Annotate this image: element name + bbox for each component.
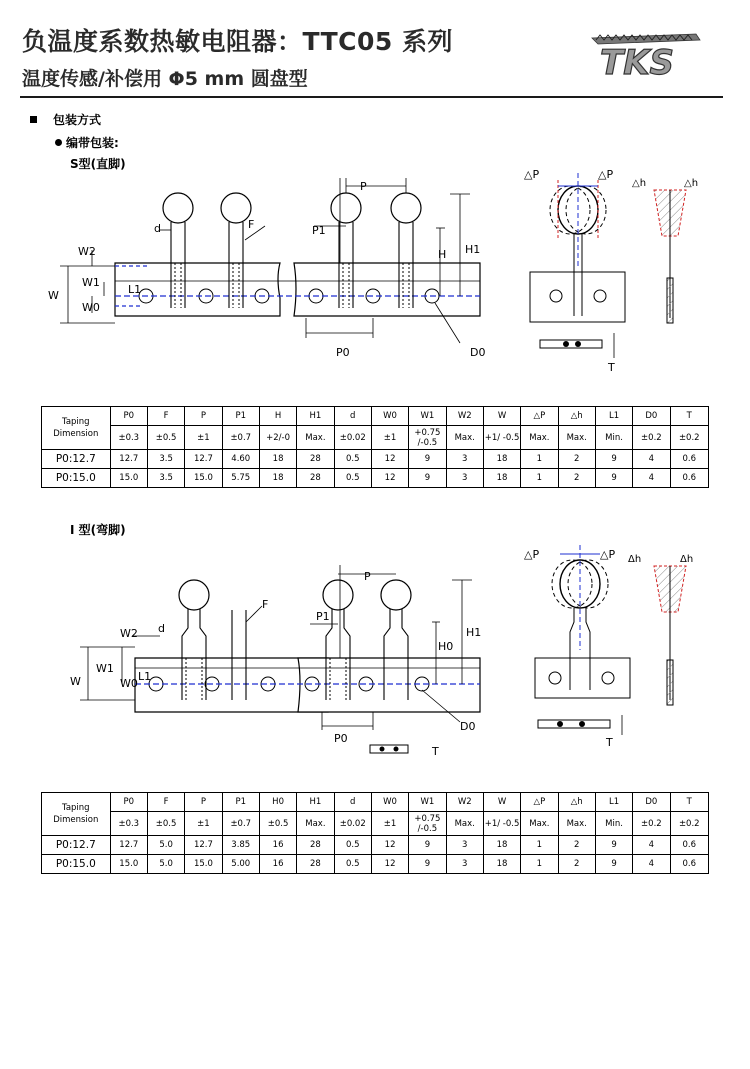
s-cell: 4: [633, 450, 670, 469]
i-cell: 3.85: [222, 836, 259, 855]
i-tol-cell: ±0.7: [222, 812, 259, 836]
s-p1-label: P1: [312, 224, 326, 237]
i-cell: 9: [409, 855, 446, 874]
s-tol-cell: Max.: [521, 426, 558, 450]
s-dp-right: △P: [598, 168, 614, 181]
s-tol-cell: ±0.7: [222, 426, 259, 450]
s-cell: 1: [521, 469, 558, 488]
i-cell: 12: [371, 836, 408, 855]
s-cell: 18: [483, 469, 520, 488]
i-type-diagram: [40, 540, 700, 765]
i-cell: 1: [521, 855, 558, 874]
s-cell: 4: [633, 469, 670, 488]
s-cell: 9: [595, 469, 632, 488]
s-cell: 0.6: [670, 469, 708, 488]
i-p1-label: P1: [316, 610, 330, 623]
i-col-header: P: [185, 793, 222, 812]
s-cell: 28: [297, 469, 334, 488]
i-p0-label: P0: [334, 732, 348, 745]
i-tol-cell: ±0.02: [334, 812, 371, 836]
s-cell: 9: [409, 469, 446, 488]
s-cell: 12.7: [110, 450, 147, 469]
i-col-header: W0: [371, 793, 408, 812]
s-tol-cell: +1/ -0.5: [483, 426, 520, 450]
s-cell: 4.60: [222, 450, 259, 469]
i-col-header: F: [147, 793, 184, 812]
i-tol-cell: ±0.2: [670, 812, 708, 836]
s-dh-left: △h: [632, 178, 647, 189]
packaging-heading: [30, 111, 101, 128]
s-cell: 3: [446, 469, 483, 488]
i-cell: 0.5: [334, 836, 371, 855]
i-cell: 9: [409, 836, 446, 855]
i-dh-right: Δh: [680, 554, 694, 565]
s-f-label: F: [248, 218, 255, 231]
s-cell: 1: [521, 450, 558, 469]
s-col-header: P0: [110, 407, 147, 426]
i-cell: 12.7: [110, 836, 147, 855]
i-tol-cell: ±0.5: [259, 812, 296, 836]
s-type-diagram: [40, 168, 700, 383]
i-table-label: Taping Dimension: [42, 793, 111, 836]
s-col-header: D0: [633, 407, 670, 426]
i-cell: 5.00: [222, 855, 259, 874]
i-col-header: W1: [409, 793, 446, 812]
i-cell: 12: [371, 855, 408, 874]
s-dp-left: △P: [524, 168, 540, 181]
i-tol-cell: Max.: [297, 812, 334, 836]
s-tol-cell: Max.: [297, 426, 334, 450]
s-col-header: L1: [595, 407, 632, 426]
s-t-label: T: [608, 361, 615, 374]
i-cell: 4: [633, 855, 670, 874]
s-tol-cell: ±0.3: [110, 426, 147, 450]
s-cell: 12.7: [185, 450, 222, 469]
i-cell: 0.6: [670, 836, 708, 855]
s-cell: 3.5: [147, 469, 184, 488]
i-type-table: [41, 792, 709, 874]
i-tol-cell: Max.: [521, 812, 558, 836]
s-tol-cell: +2/-0: [259, 426, 296, 450]
i-tol-cell: ±0.5: [147, 812, 184, 836]
i-dp-left: △P: [524, 548, 540, 561]
logo-lettering: TKS: [600, 43, 675, 80]
s-cell: 18: [483, 450, 520, 469]
s-cell: 2: [558, 469, 595, 488]
s-row-label: P0:12.7: [42, 450, 111, 469]
s-cell: 2: [558, 450, 595, 469]
i-cell: 18: [483, 855, 520, 874]
i-cell: 4: [633, 836, 670, 855]
s-cell: 0.5: [334, 450, 371, 469]
i-col-header: P0: [110, 793, 147, 812]
i-tol-cell: +1/ -0.5: [483, 812, 520, 836]
s-col-header: W: [483, 407, 520, 426]
i-tol-cell: ±0.2: [633, 812, 670, 836]
s-cell: 3: [446, 450, 483, 469]
s-cell: 3.5: [147, 450, 184, 469]
i-cell: 2: [558, 855, 595, 874]
s-w2-label: W2: [78, 245, 96, 258]
i-col-header: △P: [521, 793, 558, 812]
s-cell: 0.5: [334, 469, 371, 488]
s-h1-label: H1: [465, 243, 481, 256]
s-col-header: W2: [446, 407, 483, 426]
s-tol-cell: ±1: [371, 426, 408, 450]
s-tol-cell: Max.: [558, 426, 595, 450]
i-cell: 12.7: [185, 836, 222, 855]
s-col-header: △P: [521, 407, 558, 426]
i-cell: 2: [558, 836, 595, 855]
s-col-header: d: [334, 407, 371, 426]
i-col-header: △h: [558, 793, 595, 812]
i-cell: 0.6: [670, 855, 708, 874]
i-t-label: T: [606, 736, 613, 749]
s-col-header: H: [259, 407, 296, 426]
s-l1-label: L1: [128, 283, 142, 296]
s-w0-label: W0: [82, 301, 100, 314]
i-h1-label: H1: [466, 626, 482, 639]
i-col-header: W2: [446, 793, 483, 812]
i-cell: 9: [595, 855, 632, 874]
s-d0-label: D0: [470, 346, 486, 359]
s-tol-cell: ±1: [185, 426, 222, 450]
s-dh-right: △h: [684, 178, 699, 189]
table-row: [42, 836, 709, 855]
s-h-label: H: [438, 248, 447, 261]
s-cell: 18: [259, 450, 296, 469]
s-tol-cell: +0.75 /-0.5: [409, 426, 446, 450]
s-w-label: W: [48, 289, 59, 302]
table-row: [42, 450, 709, 469]
i-w0-label: W0: [120, 677, 138, 690]
table-row: [42, 855, 709, 874]
i-cell: 28: [297, 855, 334, 874]
s-col-header: H1: [297, 407, 334, 426]
i-tol-cell: Min.: [595, 812, 632, 836]
i-tol-cell: ±1: [371, 812, 408, 836]
s-col-header: W1: [409, 407, 446, 426]
s-cell: 5.75: [222, 469, 259, 488]
s-col-header: P1: [222, 407, 259, 426]
packaging-heading-text: 包装方式: [53, 113, 102, 127]
s-cell: 12: [371, 450, 408, 469]
i-cell: 15.0: [185, 855, 222, 874]
tks-logo: [586, 24, 708, 80]
i-f-label: F: [262, 598, 269, 611]
s-cell: 9: [409, 450, 446, 469]
i-col-header: L1: [595, 793, 632, 812]
table-row: [42, 469, 709, 488]
i-cell: 16: [259, 836, 296, 855]
s-type-label: S型(直脚): [70, 157, 126, 171]
s-cell: 15.0: [110, 469, 147, 488]
i-tol-cell: ±1: [185, 812, 222, 836]
i-tol-cell: Max.: [446, 812, 483, 836]
square-bullet-icon: [30, 116, 37, 123]
i-t-label-strip: T: [432, 745, 439, 758]
i-p-label: P: [364, 570, 371, 583]
i-tol-cell: +0.75 /-0.5: [409, 812, 446, 836]
s-col-header: T: [670, 407, 708, 426]
i-col-header: P1: [222, 793, 259, 812]
i-cell: 3: [446, 855, 483, 874]
i-w1-label: W1: [96, 662, 114, 675]
i-w2-label: W2: [120, 627, 138, 640]
dot-bullet-icon: [55, 139, 62, 146]
i-cell: 28: [297, 836, 334, 855]
i-cell: 18: [483, 836, 520, 855]
s-cell: 18: [259, 469, 296, 488]
s-d-label: d: [154, 222, 161, 235]
s-tol-cell: Min.: [595, 426, 632, 450]
i-cell: 16: [259, 855, 296, 874]
s-cell: 0.6: [670, 450, 708, 469]
s-tol-cell: Max.: [446, 426, 483, 450]
i-col-header: H1: [297, 793, 334, 812]
i-col-header: D0: [633, 793, 670, 812]
s-type-table: [41, 406, 709, 488]
i-col-header: d: [334, 793, 371, 812]
i-cell: 5.0: [147, 836, 184, 855]
s-row-label: P0:15.0: [42, 469, 111, 488]
i-col-header: H0: [259, 793, 296, 812]
page-title: 负温度系数热敏电阻器：TTC05 系列: [22, 27, 454, 56]
i-h0-label: H0: [438, 640, 454, 653]
i-dp-right: △P: [600, 548, 616, 561]
header-rule: [20, 96, 723, 98]
s-tol-cell: ±0.02: [334, 426, 371, 450]
s-cell: 15.0: [185, 469, 222, 488]
s-tol-cell: ±0.2: [633, 426, 670, 450]
s-w1-label: W1: [82, 276, 100, 289]
i-tol-cell: Max.: [558, 812, 595, 836]
s-col-header: P: [185, 407, 222, 426]
s-col-header: F: [147, 407, 184, 426]
i-d-label: d: [158, 622, 165, 635]
s-col-header: W0: [371, 407, 408, 426]
tape-packing-label: [55, 134, 119, 151]
i-row-label: P0:15.0: [42, 855, 111, 874]
i-l1-label: L1: [138, 670, 152, 683]
tape-packing-text: 编带包装:: [66, 136, 119, 150]
s-cell: 9: [595, 450, 632, 469]
i-tol-cell: ±0.3: [110, 812, 147, 836]
i-cell: 9: [595, 836, 632, 855]
s-p0-label: P0: [336, 346, 350, 359]
i-cell: 15.0: [110, 855, 147, 874]
i-type-label: I 型(弯脚): [70, 523, 126, 537]
s-cell: 28: [297, 450, 334, 469]
page-subtitle: 温度传感/补偿用 Φ5 mm 圆盘型: [22, 68, 308, 90]
i-cell: 0.5: [334, 855, 371, 874]
s-col-header: △h: [558, 407, 595, 426]
s-p-label: P: [360, 180, 367, 193]
s-tol-cell: ±0.2: [670, 426, 708, 450]
s-cell: 12: [371, 469, 408, 488]
i-w-label: W: [70, 675, 81, 688]
i-d0-label: D0: [460, 720, 476, 733]
i-col-header: W: [483, 793, 520, 812]
s-table-label: Taping Dimension: [42, 407, 111, 450]
i-col-header: T: [670, 793, 708, 812]
s-tol-cell: ±0.5: [147, 426, 184, 450]
i-cell: 5.0: [147, 855, 184, 874]
i-cell: 3: [446, 836, 483, 855]
i-dh-left: Δh: [628, 554, 642, 565]
i-cell: 1: [521, 836, 558, 855]
i-row-label: P0:12.7: [42, 836, 111, 855]
